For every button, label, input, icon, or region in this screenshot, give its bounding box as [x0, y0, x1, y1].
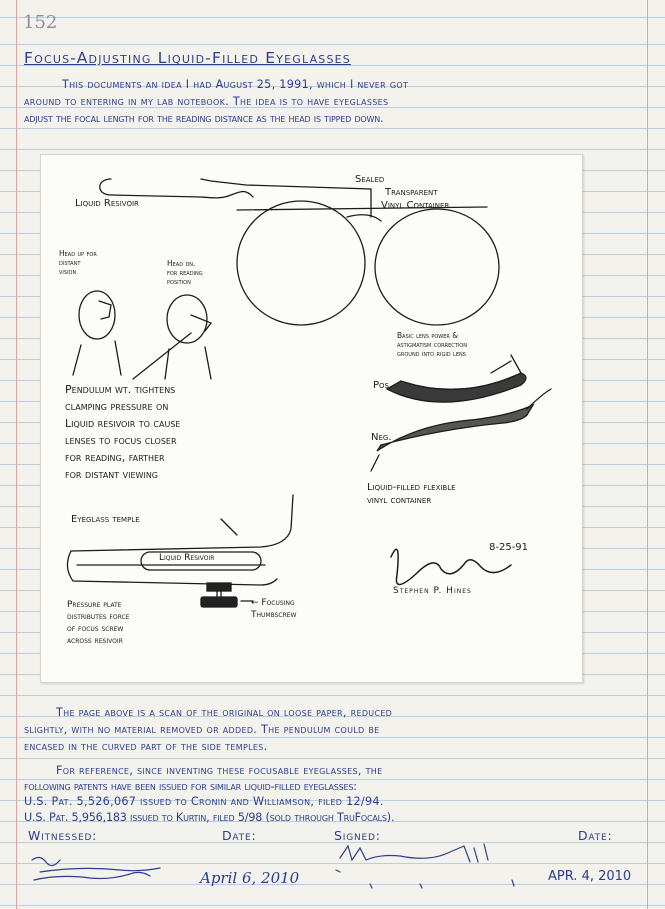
negative-lens: [377, 405, 533, 451]
head-up-label: Head up for distant vision: [59, 249, 97, 276]
focusing-screw-label: ← Focusing Thumbscrew: [251, 598, 297, 620]
eyeglass-temple-label: Eyeglass temple: [71, 514, 140, 525]
page-title: Focus-Adjusting Liquid-Filled Eyeglasses: [24, 49, 351, 67]
left-margin-rule: [16, 0, 17, 909]
pressure-plate: [207, 583, 231, 591]
sketch-date: 8-25-91: [489, 542, 529, 553]
glasses-bridge: [347, 215, 381, 221]
reservoir-tube: [100, 179, 253, 198]
witnessed-label: Witnessed:: [28, 828, 98, 843]
note-line: The page above is a scan of the original on loose paper, reduced: [56, 706, 393, 719]
intro-line: This documents an idea I had August 25, 1991, which I never got: [62, 78, 409, 91]
right-margin-rule: [647, 0, 648, 909]
reference-line: following patents have been issued for similar liquid-filled eyeglasses:: [24, 779, 357, 793]
note-line: slightly, with no material removed or added. The pendulum could be: [24, 723, 380, 736]
signed-date: APR. 4, 2010: [548, 869, 632, 884]
intro-line: adjust the focal length for the reading distance as the head is tipped down.: [24, 112, 384, 125]
reservoir-connector: [201, 179, 371, 217]
reference-line: U.S. Pat. 5,526,067 issued to Cronin and Williamson, filed 12/94.: [24, 795, 384, 808]
pendulum-explanation: Pendulum wt. tightens clamping pressure on Liquid resivoir to cause lenses to focus closer for reading, farther for distant viewing: [65, 383, 181, 481]
signer-signature: [340, 844, 488, 862]
signer-name: Stephen P. Hines: [393, 586, 472, 596]
scan-note-paragraph: [24, 704, 392, 755]
note-line: encased in the curved part of the side temples.: [24, 740, 268, 753]
witness-date: April 6, 2010: [200, 869, 300, 887]
right-lens: [375, 209, 499, 325]
left-lens: [237, 201, 365, 325]
intro-line: around to entering in my lab notebook. The idea is to have eyeglasses: [24, 95, 389, 108]
sealed-container-label: Sealed Transparent Vinyl Container: [355, 174, 450, 211]
reference-line: U.S. Pat. 5,956,183 issued to Kurtin, filed 5/98 (sold through TruFocals).: [24, 810, 395, 824]
intro-paragraph: [24, 76, 408, 127]
date-label-witness: Date:: [222, 828, 257, 843]
head-down-label: Head dn. for reading position: [167, 259, 203, 286]
handwritten-signature: [391, 549, 511, 584]
reference-line: For reference, since inventing these focusable eyeglasses, the: [56, 764, 383, 777]
liquid-reservoir-label: Liquid Resivoir: [75, 198, 139, 209]
patent-reference-paragraph: [24, 763, 394, 825]
page-number: 152: [23, 12, 58, 33]
scanned-sketch: [40, 154, 583, 683]
pos-label: Pos.: [373, 380, 393, 391]
positive-lens: [387, 373, 526, 402]
flexible-container-label: Liquid-filled flexible vinyl container: [367, 482, 456, 506]
basic-lens-label: Basic lens power & astigmatism correction ground into rigid lens: [397, 331, 467, 358]
pressure-plate-label: Pressure plate distributes force of focus screw across resivoir: [67, 600, 130, 646]
neg-label: Neg.: [371, 432, 392, 443]
signed-label: Signed:: [334, 828, 381, 843]
focusing-thumbscrew: [201, 597, 237, 607]
date-label-signer: Date:: [578, 828, 613, 843]
temple-reservoir-label: Liquid Resivoir: [159, 553, 215, 563]
